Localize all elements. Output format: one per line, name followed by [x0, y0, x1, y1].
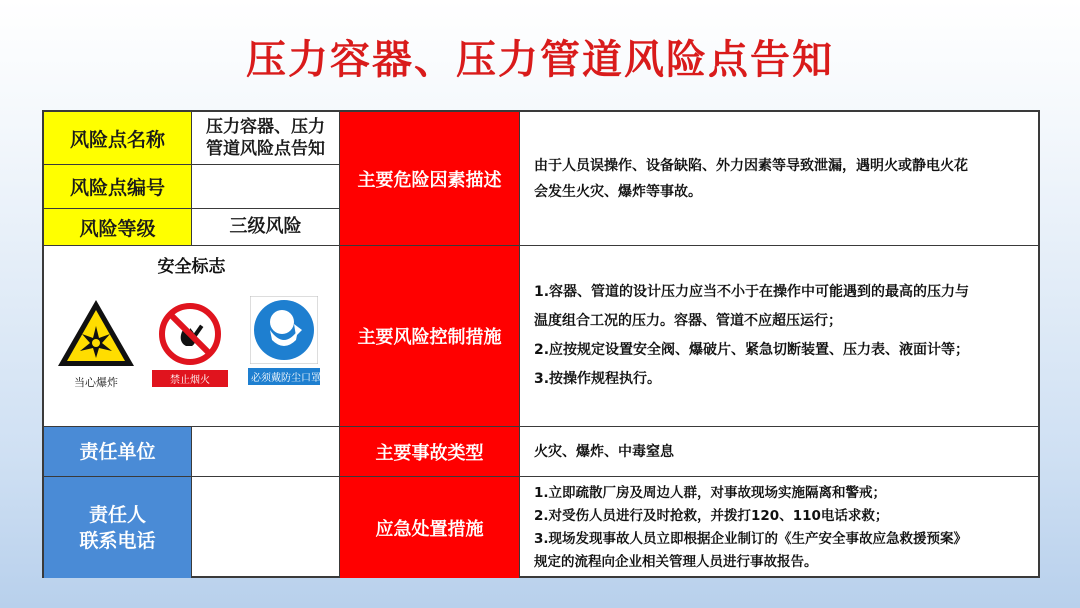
hazard-label: 主要危险因素描述	[340, 112, 520, 246]
accident-types: 火灾、爆炸、中毒窒息	[520, 427, 1038, 477]
risk-name-value-line1: 压力容器、压力	[206, 117, 325, 137]
emergency-line: 规定的流程向企业相关管理人员进行事故报告。	[534, 553, 818, 570]
dust-mask-icon	[250, 296, 318, 364]
emergency-line: 2.对受伤人员进行及时抢救，并拨打120、110电话求救；	[534, 507, 889, 524]
page-title: 压力容器、压力管道风险点告知	[246, 37, 834, 83]
no-fire-icon	[158, 302, 222, 366]
risk-name-label: 风险点名称	[44, 112, 192, 165]
sign-explosion-label: 当心爆炸	[74, 376, 118, 389]
responsible-person-label	[44, 477, 192, 578]
control-line: 3.按操作规程执行。	[534, 371, 662, 387]
control-measures	[520, 246, 1038, 427]
sign-no-fire-label: 禁止烟火	[152, 370, 228, 387]
sign-explosion	[52, 296, 140, 390]
sign-dust-mask	[248, 296, 320, 385]
control-line: 1.容器、管道的设计压力应当不小于在操作中可能遇到的最高的压力与	[534, 284, 970, 300]
risk-notice-board	[42, 110, 1040, 578]
safety-signs-panel	[44, 246, 340, 427]
responsible-person-label-line1: 责任人	[88, 503, 146, 526]
hazard-line: 由于人员误操作、设备缺陷、外力因素等导致泄漏，遇明火或静电火花	[534, 157, 968, 174]
emergency-measures	[520, 477, 1038, 578]
responsible-unit-value	[192, 427, 340, 477]
safety-signs-title: 安全标志	[157, 257, 226, 277]
emergency-line: 1.立即疏散厂房及周边人群，对事故现场实施隔离和警戒；	[534, 484, 887, 501]
risk-no-label: 风险点编号	[44, 165, 192, 209]
explosion-warning-icon	[54, 296, 138, 370]
responsible-person-label-line2: 联系电话	[79, 529, 156, 552]
sign-no-fire	[152, 302, 228, 387]
responsible-unit-label: 责任单位	[44, 427, 192, 477]
risk-name-value-line2: 管道风险点告知	[206, 139, 325, 159]
accident-label: 主要事故类型	[340, 427, 520, 477]
risk-no-value	[192, 165, 340, 209]
risk-name-value	[192, 112, 340, 165]
hazard-line: 会发生火灾、爆炸等事故。	[534, 183, 702, 200]
control-label: 主要风险控制措施	[340, 246, 520, 427]
hazard-description	[520, 112, 1038, 246]
risk-level-label: 风险等级	[44, 209, 192, 246]
emergency-label: 应急处置措施	[340, 477, 520, 578]
risk-level-value: 三级风险	[192, 209, 340, 246]
sign-dust-mask-label: 必须戴防尘口罩	[248, 368, 320, 385]
responsible-person-value	[192, 477, 340, 578]
emergency-line: 3.现场发现事故人员立即根据企业制订的《生产安全事故应急救援预案》	[534, 530, 968, 547]
control-line: 2.应按规定设置安全阀、爆破片、紧急切断装置、压力表、液面计等；	[534, 342, 970, 358]
control-line: 温度组合工况的压力。容器、管道不应超压运行；	[534, 313, 842, 329]
